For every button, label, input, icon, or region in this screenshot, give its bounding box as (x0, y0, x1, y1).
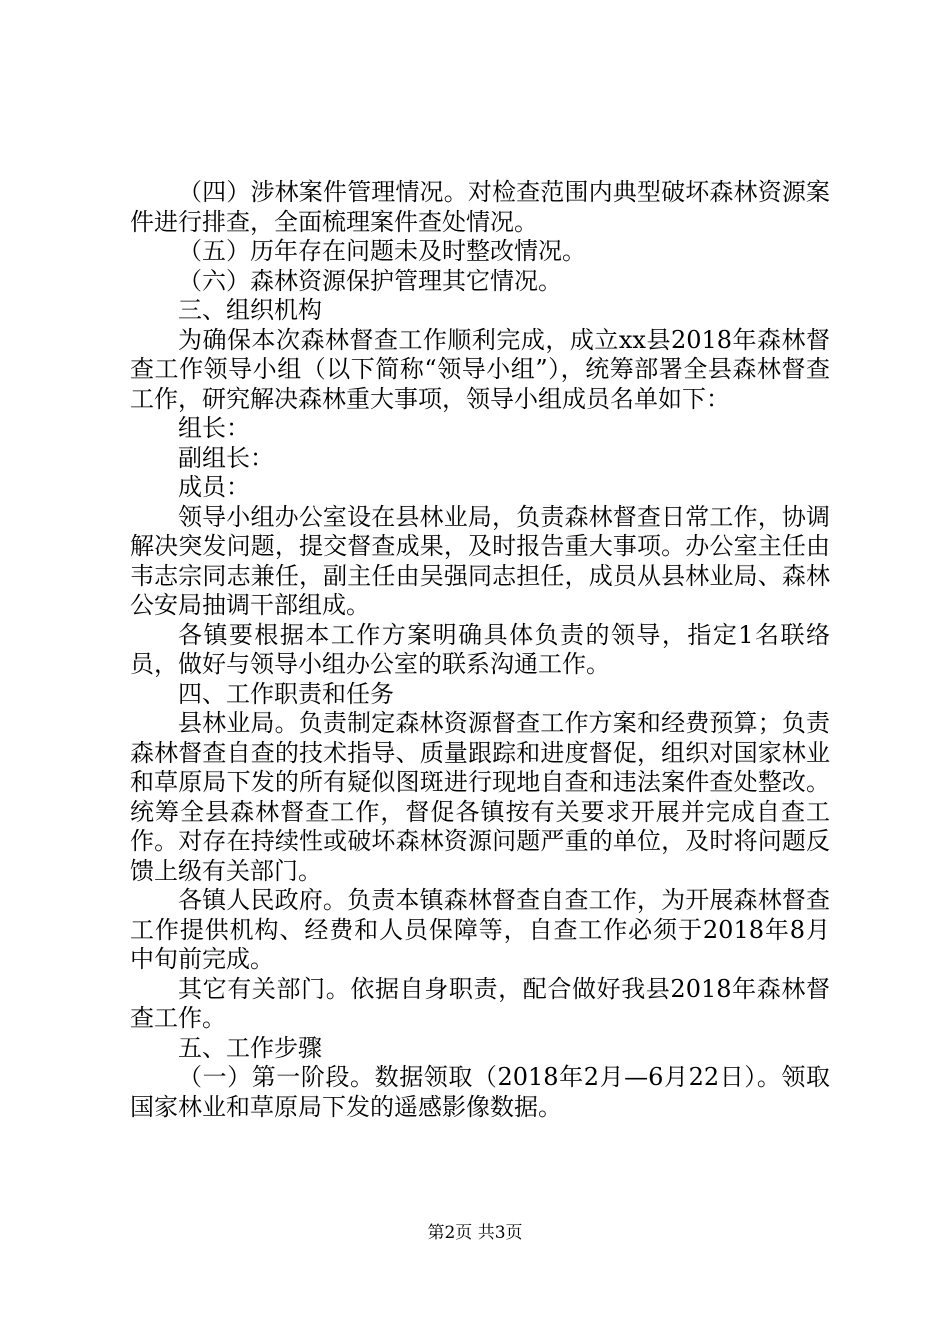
paragraph: 各镇要根据本工作方案明确具体负责的领导，指定1名联络员，做好与领导小组办公室的联系沟通工作。 (130, 620, 830, 678)
paragraph: 组长： (178, 414, 250, 442)
page-footer: 第2页 共3页 (427, 1223, 523, 1243)
paragraph: 县林业局。负责制定森林资源督查工作方案和经费预算；负责森林督查自查的技术指导、质量跟踪和进度督促，组织对国家林业和草原局下发的所有疑似图斑进行现地自查和违法案件查处整改。统筹全县森林督查工作，督促各镇按有关要求开展并完成自查工作。对存在持续性或破坏森林资源问题严重的单位，及时将问题反馈上级有关部门。 (130, 709, 830, 885)
paragraph: （一）第一阶段。数据领取（2018年2月—6月22日）。领取国家林业和草原局下发的遥感影像数据。 (130, 1063, 830, 1121)
paragraph: （四）涉林案件管理情况。对检查范围内典型破坏森林资源案件进行排查，全面梳理案件查处情况。 (130, 178, 830, 236)
paragraph: 副组长： (178, 443, 274, 472)
paragraph: 其它有关部门。依据自身职责，配合做好我县2018年森林督查工作。 (130, 974, 830, 1032)
document-body (130, 178, 830, 1122)
paragraph: 领导小组办公室设在县林业局，负责森林督查日常工作，协调解决突发问题，提交督查成果，及时报告重大事项。办公室主任由韦志宗同志兼任，副主任由吴强同志担任，成员从县林业局、森林公安局抽调干部组成。 (130, 502, 830, 619)
section-heading: 五、工作步骤 (178, 1033, 322, 1062)
paragraph: （五）历年存在问题未及时整改情况。 (178, 237, 586, 265)
paragraph: 各镇人民政府。负责本镇森林督查自查工作，为开展森林督查工作提供机构、经费和人员保障等，自查工作必须于2018年8月中旬前完成。 (130, 886, 830, 973)
paragraph: 成员： (178, 473, 250, 501)
section-heading: 四、工作职责和任务 (178, 679, 394, 708)
paragraph: （六）森林资源保护管理其它情况。 (178, 266, 562, 295)
section-heading: 三、组织机构 (178, 296, 322, 324)
paragraph: 为确保本次森林督查工作顺利完成，成立xx县2018年森林督查工作领导小组（以下简称“领导小组”），统筹部署全县森林督查工作，研究解决森林重大事项，领导小组成员名单如下： (130, 325, 830, 413)
